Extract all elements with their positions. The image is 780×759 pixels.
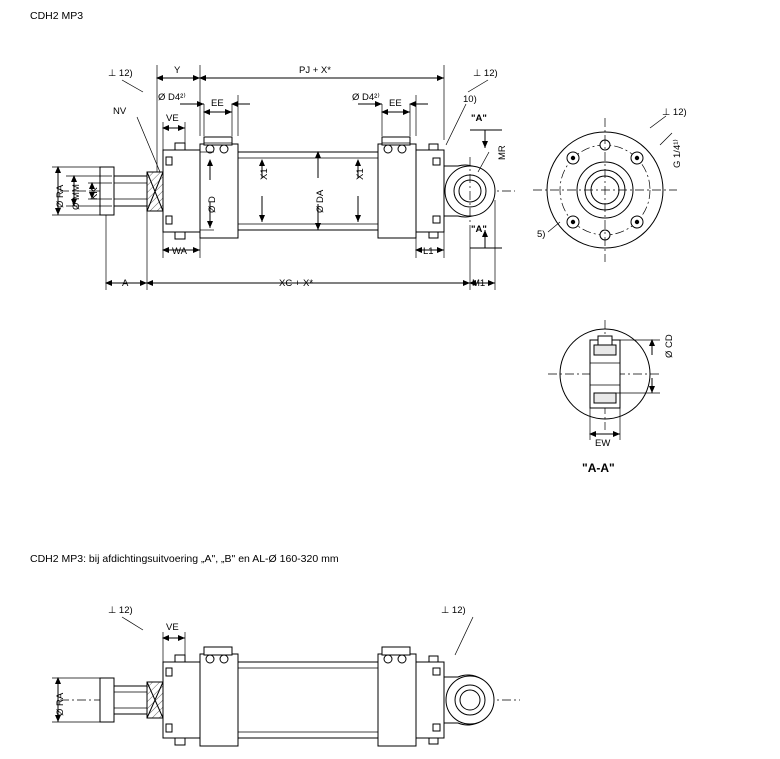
dim-ve-label-bottom: VE [166,622,179,633]
dim-xc-x-label: XC + X* [279,278,314,289]
dim-ra-label: Ø RA [55,184,66,208]
dim-x1-right-label: X1 [355,168,366,180]
dim-wa-label: WA [172,246,187,257]
depth-symbol-icon-4: ⊥ [108,605,117,616]
section-a-bottom-label: "A" [471,224,487,235]
dim-ee-left-label: EE [211,98,224,109]
dim-ra-label-bottom: Ø RA [55,692,66,716]
dim-mr-label: MR [497,145,508,160]
dim-mm-label: Ø MM [71,184,82,210]
dim-a-label: A [122,278,129,289]
depth-12-left-label-bottom: ⊥ 12) [108,605,133,616]
flange-end-view [533,116,677,262]
section-aa-caption: "A-A" [582,461,615,475]
section-a-top-label: "A" [471,113,487,124]
depth-12-flange-label: ⊥ 12) [662,107,687,118]
dim-kk-label: KK [89,187,100,200]
depth-symbol-icon-5: ⊥ [441,605,450,616]
depth-symbol-icon-3: ⊥ [662,107,671,118]
dim-ee-right-label: EE [389,98,402,109]
dim-y-label: Y [174,65,181,76]
note-5-label: 5) [537,229,546,240]
page-title-top: CDH2 MP3 [30,10,84,22]
depth-12-right-label-bottom: ⊥ 12) [441,605,466,616]
cylinder-side-view-variant [52,617,520,746]
depth-symbol-icon: ⊥ [108,68,117,79]
dim-cd-label: Ø CD [664,334,675,358]
page-title-bottom: CDH2 MP3: bij afdichtingsuitvoering „A", „B" en AL-Ø 160-320 mm [30,553,339,565]
dim-da-label: Ø DA [315,189,326,213]
note-10-label: 10) [463,94,477,105]
dim-nv-label: NV [113,106,127,117]
depth-symbol-icon-2: ⊥ [473,68,482,79]
dim-l1-label: L1 [423,246,434,257]
dim-d-label: Ø D [207,196,218,213]
cylinder-side-view [60,130,515,248]
dim-ve-label: VE [166,113,179,124]
section-aa-view [548,320,662,440]
dim-x1-left-label: X1 [259,168,270,180]
dim-pj-x-label: PJ + X* [299,65,331,76]
depth-12-left-label: ⊥ 12) [108,68,133,79]
thread-g14-label: G 1/4¹⁾ [672,139,683,168]
dim-d4-left-label: Ø D4²⁾ [158,92,186,103]
dim-m1-label: M1 [472,278,486,289]
depth-12-right-label: ⊥ 12) [473,68,498,79]
dim-d4-right-label: Ø D4²⁾ [352,92,380,103]
dim-ew-label: EW [595,438,611,449]
